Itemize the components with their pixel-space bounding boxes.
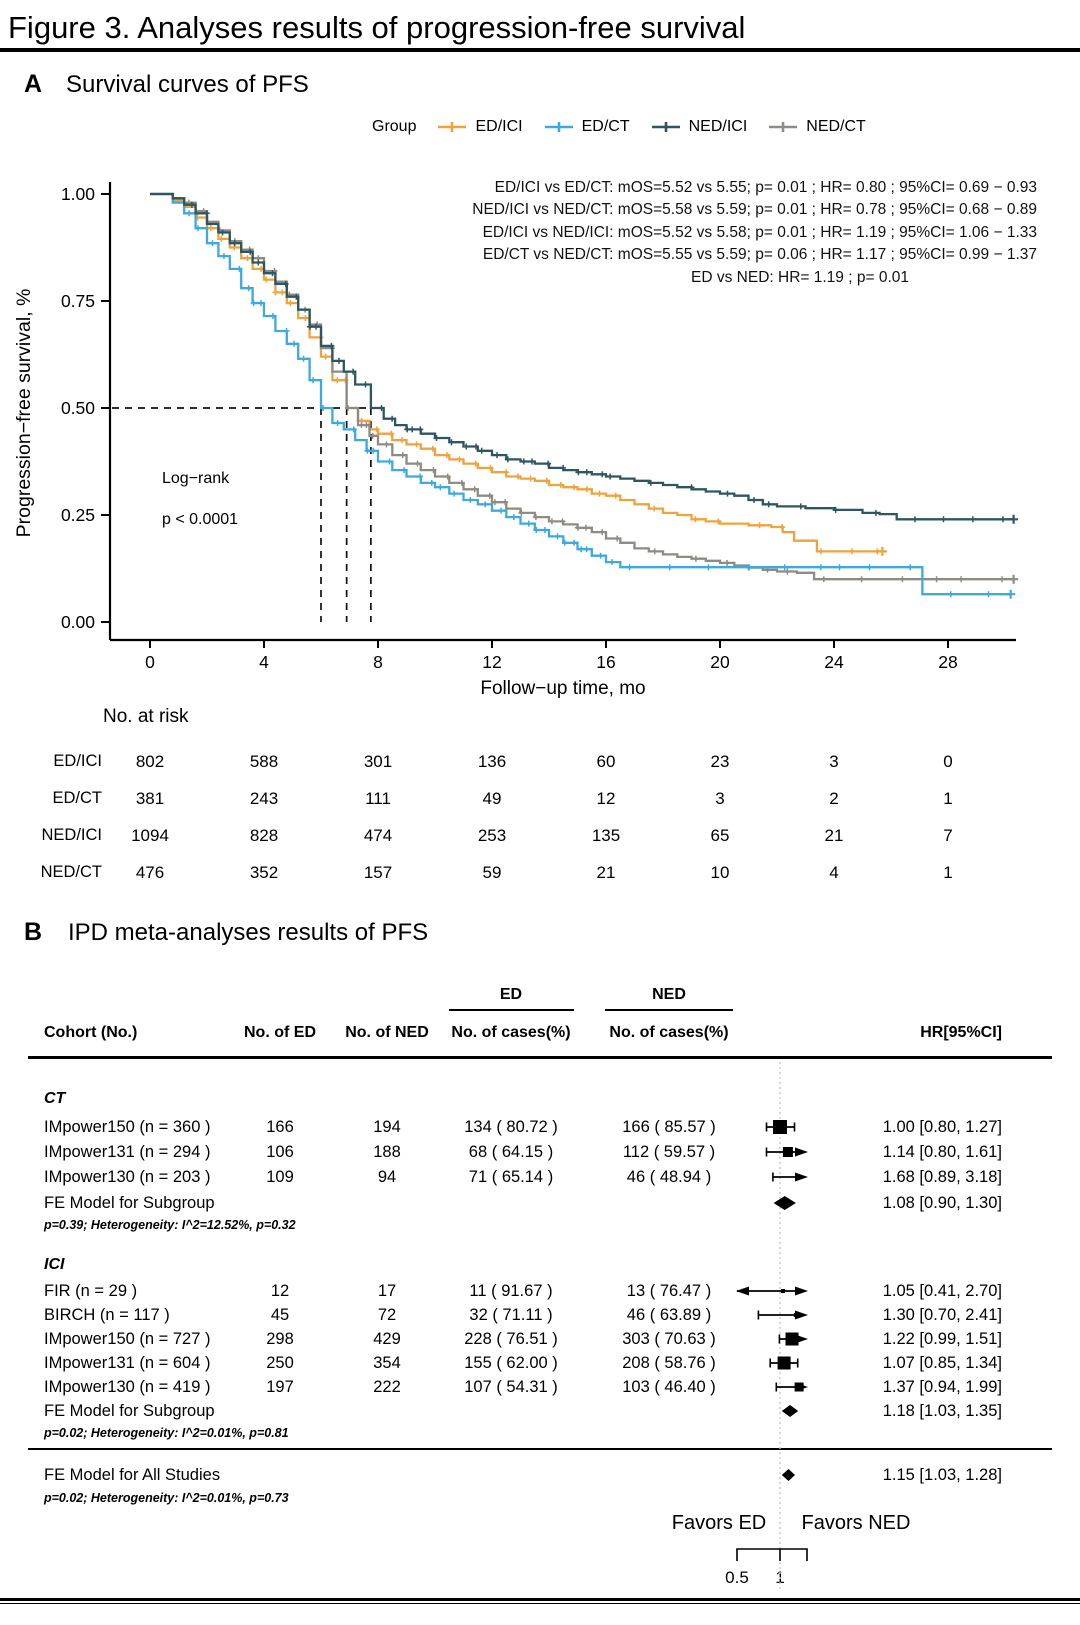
km-x-tick-label: 0 — [145, 652, 155, 672]
cohort-name: IMpower131 (n = 294 ) — [44, 1143, 211, 1161]
km-y-tick-label: 0.25 — [60, 505, 95, 525]
col-header-ed-cases: No. of cases(%) — [451, 1024, 571, 1041]
legend-item-label: NED/ICI — [688, 118, 748, 135]
km-terminal-censor — [878, 547, 887, 556]
forest-summary-diamond — [782, 1405, 798, 1417]
n-ed-value: 166 — [266, 1118, 294, 1136]
risk-value: 157 — [363, 863, 393, 882]
forest-right-arrow — [795, 1173, 808, 1182]
km-y-tick-label: 0.75 — [60, 291, 95, 311]
legend-marker-icon — [650, 120, 682, 134]
risk-value: 352 — [249, 863, 279, 882]
col-header-ed-group: ED — [499, 986, 523, 1003]
risk-value: 65 — [710, 826, 730, 845]
legend-item-ned-ct — [767, 118, 866, 136]
risk-row-label: ED/CT — [52, 789, 102, 807]
hr-ci-value: 1.05 [0.41, 2.70] — [882, 1282, 1002, 1300]
n-ed-value: 298 — [266, 1330, 294, 1348]
ned-column-underline — [605, 1009, 733, 1011]
n-ned-value: 222 — [373, 1378, 401, 1396]
risk-row-label: NED/ICI — [41, 826, 102, 844]
risk-value: 111 — [365, 789, 391, 808]
risk-value: 301 — [363, 752, 393, 771]
forest-summary-diamond — [774, 1196, 796, 1210]
n-ned-value: 17 — [377, 1282, 397, 1300]
col-header-n-ed: No. of ED — [244, 1024, 316, 1041]
panel-b-letter: B — [24, 918, 43, 946]
col-header-hr: HR[95%CI] — [920, 1024, 1002, 1041]
risk-value: 23 — [710, 752, 730, 771]
ed-cases-value: 68 ( 64.15 ) — [468, 1143, 554, 1161]
km-y-axis-title: Progression−free survival, % — [13, 288, 35, 538]
legend-item-label: NED/CT — [806, 118, 866, 135]
cohort-name: IMpower150 (n = 360 ) — [44, 1118, 211, 1136]
hr-ci-value: 1.14 [0.80, 1.61] — [882, 1143, 1002, 1161]
km-legend-title: Group — [372, 118, 417, 135]
panel-b-title: IPD meta-analyses results of PFS — [68, 919, 429, 946]
km-y-tick-label: 0.50 — [60, 398, 95, 418]
legend-item-label: ED/CT — [581, 118, 630, 135]
km-x-tick-label: 20 — [710, 652, 730, 672]
legend-marker-icon — [543, 120, 575, 134]
n-ned-value: 72 — [377, 1306, 397, 1324]
table-bottom-rule — [0, 1598, 1080, 1601]
col-header-ned-group: NED — [652, 986, 686, 1003]
forest-scale-bracket — [737, 1549, 807, 1561]
ned-cases-value: 46 ( 48.94 ) — [626, 1168, 712, 1186]
km-y-tick-label: 0.00 — [60, 612, 95, 632]
ed-cases-value: 228 ( 76.51 ) — [464, 1330, 558, 1348]
forest-point-estimate — [795, 1383, 804, 1392]
fe-model-all-hr: 1.15 [1.03, 1.28] — [882, 1466, 1002, 1484]
fe-model-subgroup-hr: 1.18 [1.03, 1.35] — [882, 1402, 1002, 1420]
km-annotation-line: ED/ICI vs ED/CT: mOS=5.52 vs 5.55; p= 0.01 ; HR= 0.80 ; 95%CI= 0.69 − 0.93 — [494, 179, 1037, 196]
ed-column-underline — [449, 1009, 574, 1011]
ned-cases-value: 303 ( 70.63 ) — [622, 1330, 716, 1348]
risk-value: 1094 — [131, 826, 169, 845]
forest-right-arrow — [795, 1287, 808, 1296]
km-annotation-line: ED/ICI vs NED/ICI: mOS=5.52 vs 5.58; p= 0.01 ; HR= 1.19 ; 95%CI= 1.06 − 1.33 — [482, 223, 1037, 241]
risk-table-title: No. at risk — [103, 706, 189, 727]
col-header-n-ned: No. of NED — [345, 1024, 429, 1041]
n-ed-value: 12 — [270, 1282, 290, 1300]
cohort-name: IMpower131 (n = 604 ) — [44, 1354, 211, 1372]
subgroup-label-ici: ICI — [44, 1256, 65, 1273]
risk-value: 1 — [943, 863, 953, 882]
figure-title: Figure 3. Analyses results of progression-free survival — [8, 10, 746, 45]
legend-marker-icon — [436, 120, 468, 134]
table-header-rule — [28, 1056, 1052, 1059]
risk-value: 7 — [943, 826, 953, 845]
ned-cases-value: 46 ( 63.89 ) — [626, 1306, 712, 1324]
km-annotation-line: NED/ICI vs NED/CT: mOS=5.58 vs 5.59; p= 0.01 ; HR= 0.78 ; 95%CI= 0.68 − 0.89 — [472, 201, 1037, 219]
km-terminal-censor — [1009, 515, 1018, 524]
forest-summary-diamond — [782, 1469, 795, 1481]
heterogeneity-note: p=0.39; Heterogeneity: I^2=12.52%, p=0.32 — [44, 1218, 296, 1232]
favors-ed-label: Favors ED — [671, 1512, 767, 1534]
risk-row-label: NED/CT — [40, 863, 102, 881]
ned-cases-value: 103 ( 46.40 ) — [622, 1378, 716, 1396]
km-legend — [372, 118, 866, 136]
km-y-tick-label: 1.00 — [60, 184, 95, 204]
n-ned-value: 429 — [373, 1330, 401, 1348]
cohort-name: FIR (n = 29 ) — [44, 1282, 138, 1300]
n-ned-value: 194 — [373, 1118, 401, 1136]
forest-right-arrow — [795, 1335, 808, 1344]
km-terminal-censor — [1006, 590, 1015, 599]
fe-model-subgroup-hr: 1.08 [0.90, 1.30] — [882, 1194, 1002, 1212]
km-annotation-line: ED vs NED: HR= 1.19 ; p= 0.01 — [691, 268, 909, 286]
heterogeneity-note: p=0.02; Heterogeneity: I^2=0.01%, p=0.73 — [44, 1491, 289, 1505]
risk-value: 12 — [596, 789, 616, 808]
risk-value: 49 — [482, 789, 502, 808]
cohort-name: IMpower130 (n = 419 ) — [44, 1378, 211, 1396]
n-ned-value: 94 — [377, 1168, 397, 1186]
hr-ci-value: 1.22 [0.99, 1.51] — [882, 1330, 1002, 1348]
forest-left-arrow — [736, 1287, 749, 1296]
legend-item-ned-ici — [650, 118, 748, 136]
risk-value: 136 — [477, 752, 507, 771]
fe-model-subgroup-label: FE Model for Subgroup — [44, 1402, 215, 1420]
km-x-axis-title: Follow−up time, mo — [480, 678, 646, 699]
risk-value: 474 — [363, 826, 393, 845]
ed-cases-value: 71 ( 65.14 ) — [468, 1168, 554, 1186]
forest-point-estimate — [783, 1147, 793, 1157]
forest-point-estimate — [786, 1333, 799, 1346]
risk-value: 2 — [829, 789, 839, 808]
fe-model-subgroup-label: FE Model for Subgroup — [44, 1194, 215, 1212]
km-x-tick-label: 12 — [482, 652, 502, 672]
n-ned-value: 354 — [373, 1354, 401, 1372]
ed-cases-value: 32 ( 71.11 ) — [469, 1306, 553, 1324]
km-x-tick-label: 4 — [259, 652, 269, 672]
risk-value: 21 — [824, 826, 844, 845]
legend-item-ed-ici — [436, 118, 522, 136]
risk-value: 253 — [477, 826, 507, 845]
legend-item-label: ED/ICI — [475, 118, 523, 135]
forest-scale-tick-05: 0.5 — [725, 1568, 749, 1587]
title-divider — [0, 48, 1080, 52]
ned-cases-value: 166 ( 85.57 ) — [622, 1118, 716, 1136]
km-logrank-pvalue: p < 0.0001 — [162, 511, 239, 528]
risk-value: 0 — [943, 752, 953, 771]
ed-cases-value: 11 ( 91.67 ) — [469, 1282, 553, 1300]
risk-value: 135 — [591, 826, 621, 845]
km-x-tick-label: 28 — [938, 652, 958, 672]
n-ed-value: 250 — [266, 1354, 294, 1372]
ed-cases-value: 155 ( 62.00 ) — [464, 1354, 558, 1372]
col-header-ned-cases: No. of cases(%) — [609, 1024, 729, 1041]
km-annotation-line: ED/CT vs NED/CT: mOS=5.55 vs 5.59; p= 0.06 ; HR= 1.17 ; 95%CI= 0.99 − 1.37 — [482, 246, 1037, 264]
km-terminal-censor — [1009, 575, 1018, 584]
hr-ci-value: 1.68 [0.89, 3.18] — [882, 1168, 1002, 1186]
n-ed-value: 106 — [266, 1143, 294, 1161]
risk-value: 3 — [829, 752, 839, 771]
risk-value: 828 — [249, 826, 279, 845]
ned-cases-value: 112 ( 59.57 ) — [622, 1143, 716, 1161]
risk-value: 243 — [249, 789, 279, 808]
forest-right-arrow — [795, 1383, 808, 1392]
risk-row-label: ED/ICI — [53, 752, 102, 770]
favors-ned-label: Favors NED — [801, 1512, 911, 1534]
forest-right-arrow — [795, 1148, 808, 1157]
panel-a-title: Survival curves of PFS — [66, 71, 309, 98]
hr-ci-value: 1.37 [0.94, 1.99] — [882, 1378, 1002, 1396]
n-ed-value: 109 — [266, 1168, 294, 1186]
legend-marker-icon — [767, 120, 799, 134]
risk-value: 476 — [135, 863, 165, 882]
ned-cases-value: 208 ( 58.76 ) — [622, 1354, 716, 1372]
forest-point-estimate — [778, 1357, 791, 1370]
n-ed-value: 197 — [266, 1378, 294, 1396]
legend-item-ed-ct — [543, 118, 630, 136]
risk-value: 802 — [135, 752, 165, 771]
risk-value: 4 — [829, 863, 839, 882]
fe-model-all-label: FE Model for All Studies — [44, 1466, 221, 1484]
forest-point-estimate — [794, 1313, 798, 1317]
hr-ci-value: 1.07 [0.85, 1.34] — [882, 1354, 1002, 1372]
cohort-name: BIRCH (n = 117 ) — [44, 1306, 170, 1324]
hr-ci-value: 1.00 [0.80, 1.27] — [882, 1118, 1002, 1136]
ned-cases-value: 13 ( 76.47 ) — [626, 1282, 712, 1300]
km-x-tick-label: 8 — [373, 652, 383, 672]
forest-point-estimate — [781, 1289, 785, 1293]
forest-right-arrow — [795, 1311, 808, 1320]
hr-ci-value: 1.30 [0.70, 2.41] — [882, 1306, 1002, 1324]
km-x-tick-label: 24 — [824, 652, 844, 672]
table-mid-rule — [28, 1448, 1052, 1450]
km-stats-annotations — [472, 177, 1037, 289]
col-header-cohort: Cohort (No.) — [44, 1024, 138, 1041]
n-ed-value: 45 — [270, 1306, 290, 1324]
risk-value: 60 — [596, 752, 616, 771]
risk-value: 10 — [710, 863, 730, 882]
risk-value: 381 — [135, 789, 165, 808]
risk-value: 1 — [943, 789, 953, 808]
n-ned-value: 188 — [373, 1143, 401, 1161]
cohort-name: IMpower130 (n = 203 ) — [44, 1168, 211, 1186]
risk-value: 3 — [715, 789, 725, 808]
risk-value: 21 — [596, 863, 616, 882]
km-x-tick-label: 16 — [596, 652, 616, 672]
panel-a-letter: A — [24, 70, 43, 98]
subgroup-label-ct: CT — [44, 1090, 66, 1107]
table-bottom-rule-2 — [0, 1603, 1080, 1604]
risk-value: 59 — [482, 863, 502, 882]
ed-cases-value: 107 ( 54.31 ) — [464, 1378, 558, 1396]
cohort-name: IMpower150 (n = 727 ) — [44, 1330, 211, 1348]
heterogeneity-note: p=0.02; Heterogeneity: I^2=0.01%, p=0.81 — [44, 1426, 289, 1440]
km-logrank-label: Log−rank — [162, 470, 230, 487]
risk-value: 588 — [249, 752, 279, 771]
ed-cases-value: 134 ( 80.72 ) — [464, 1118, 558, 1136]
forest-point-estimate — [773, 1120, 787, 1134]
forest-scale-tick-1: 1 — [775, 1568, 785, 1587]
